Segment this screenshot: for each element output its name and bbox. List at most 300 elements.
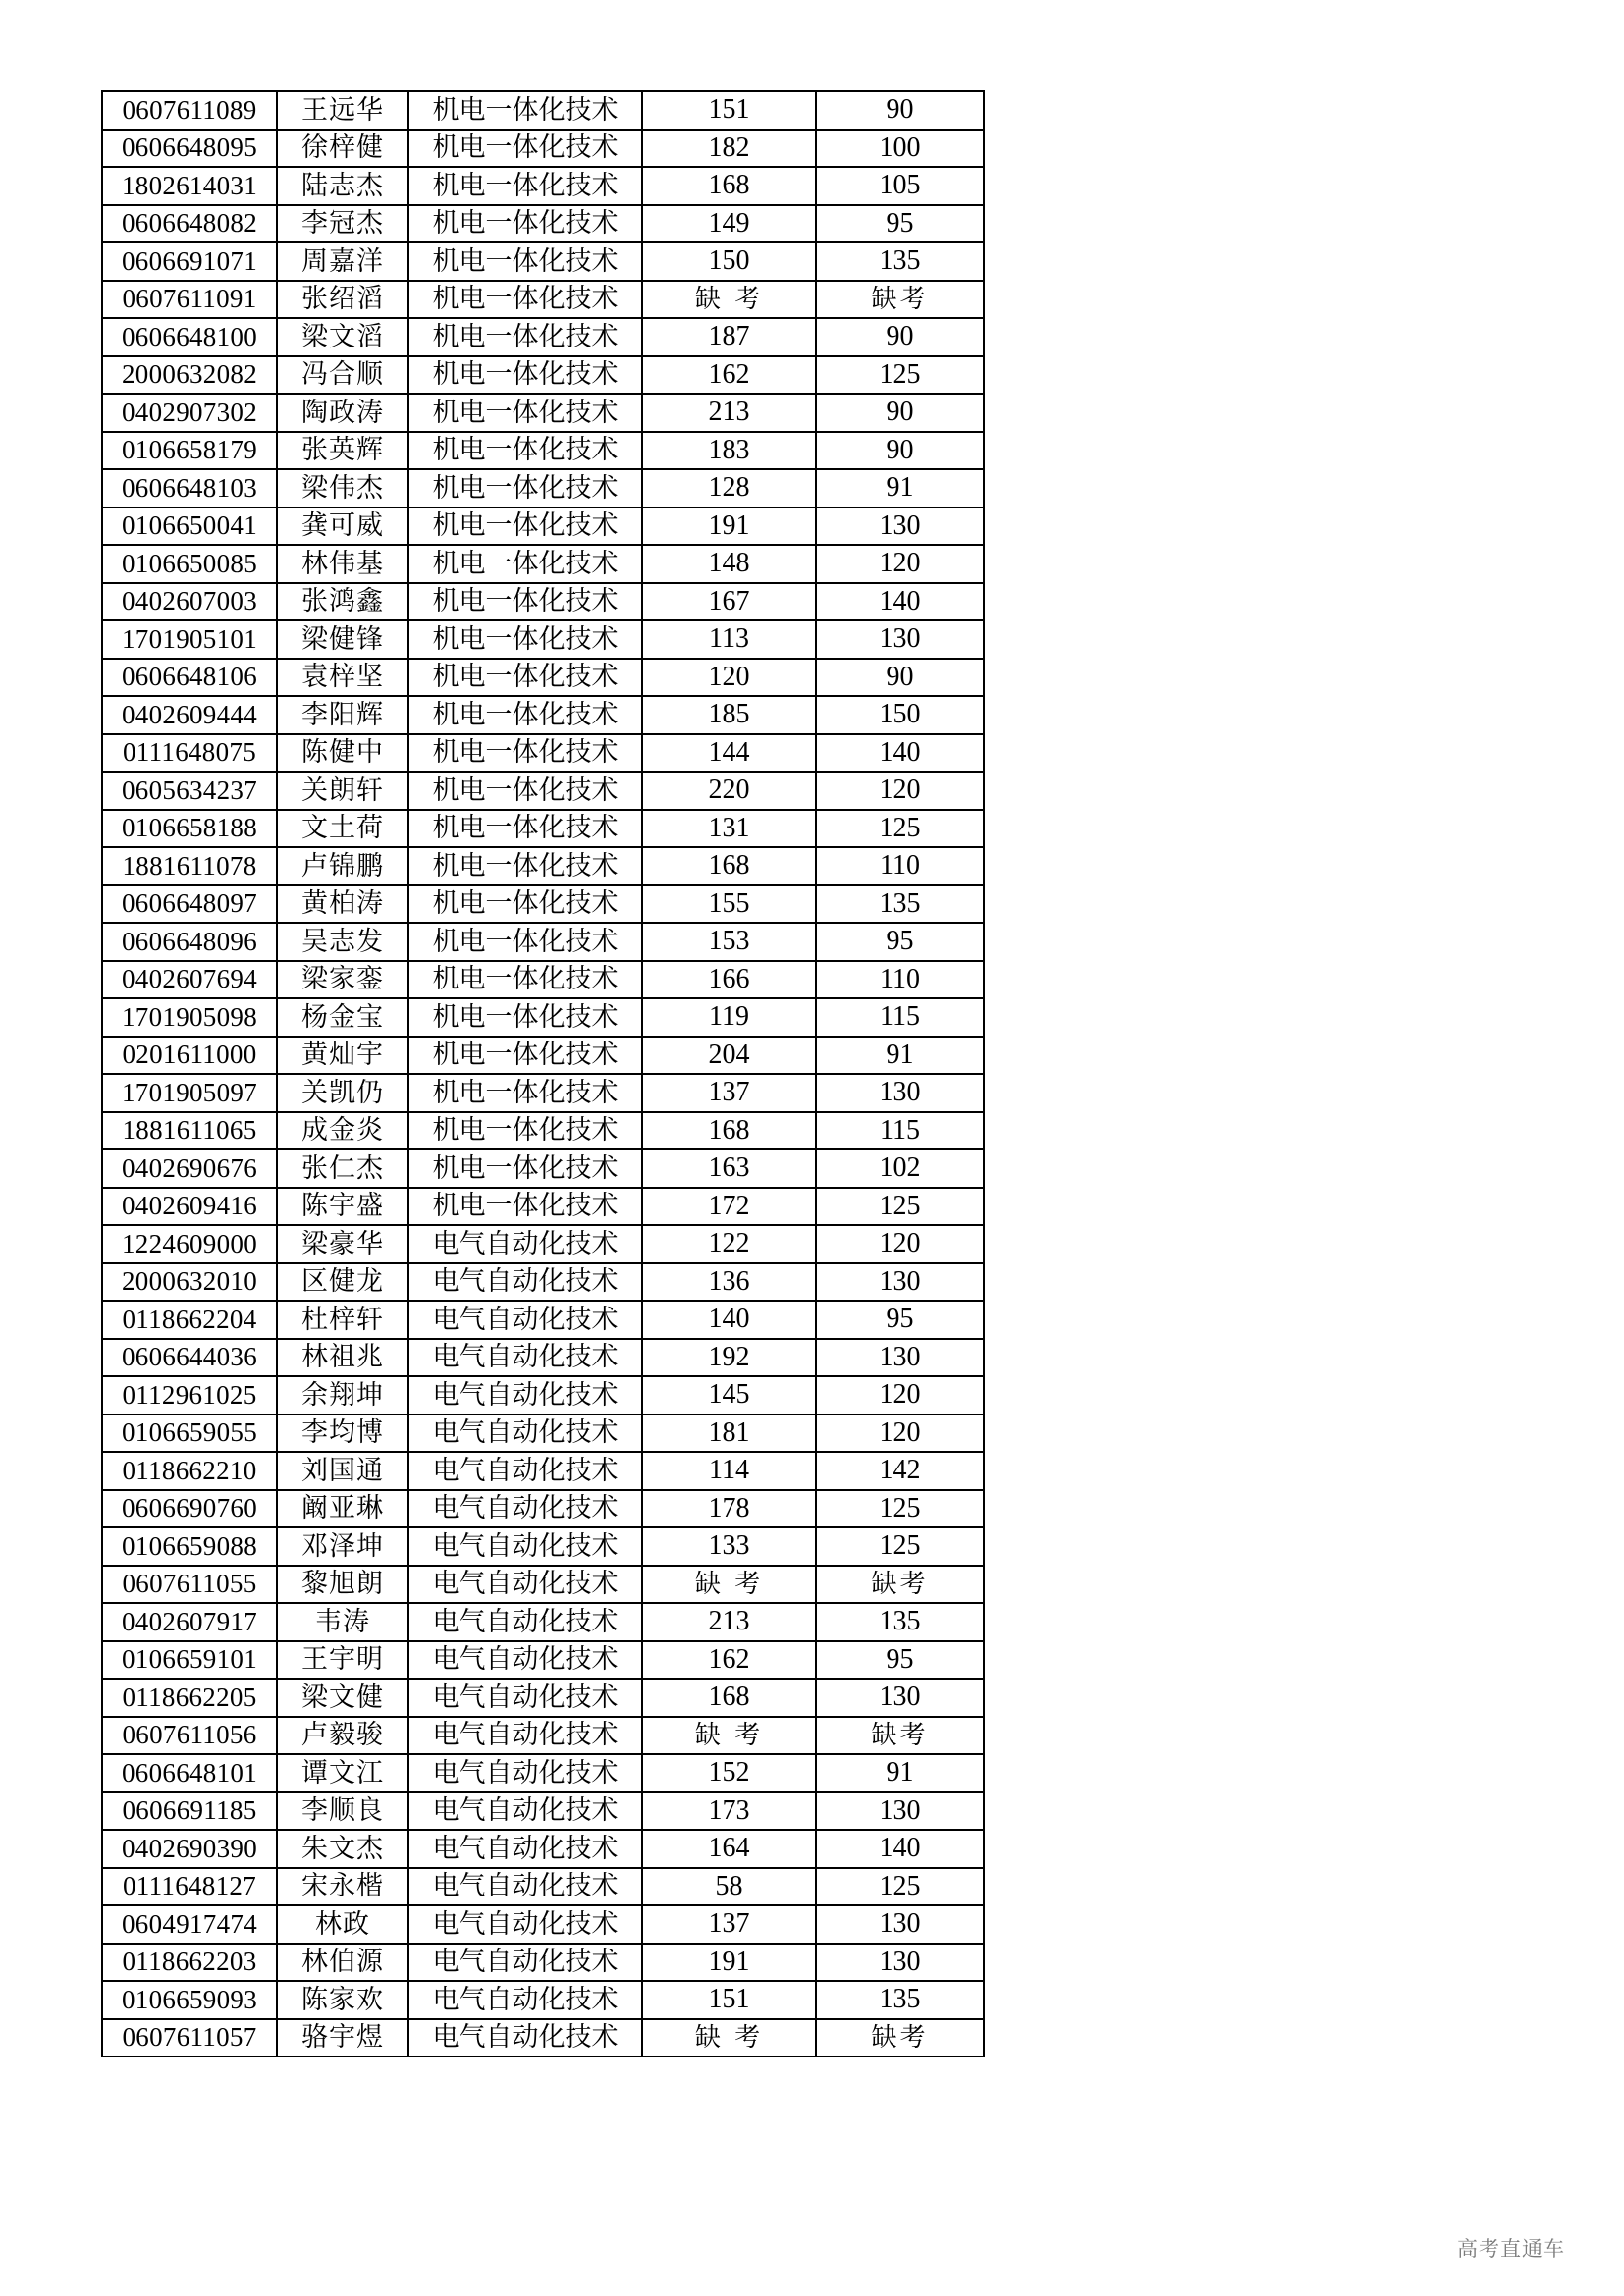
table-row	[102, 1263, 984, 1302]
major-cell: 机电一体化技术	[408, 1037, 642, 1075]
major-cell: 电气自动化技术	[408, 1566, 642, 1604]
candidate-id-cell: 0606644036	[102, 1339, 277, 1377]
table-row	[102, 545, 984, 583]
skill-score-cell: 125	[816, 356, 984, 395]
culture-score-cell: 163	[642, 1149, 816, 1188]
candidate-name-cell: 袁梓坚	[277, 659, 408, 697]
candidate-name-cell: 文土荷	[277, 810, 408, 848]
candidate-name-cell: 刘国通	[277, 1452, 408, 1490]
skill-score-cell: 91	[816, 469, 984, 507]
table-row	[102, 847, 984, 885]
major-cell: 电气自动化技术	[408, 1905, 642, 1944]
culture-score-cell: 213	[642, 394, 816, 432]
major-cell: 机电一体化技术	[408, 167, 642, 205]
table-row	[102, 998, 984, 1037]
skill-score-cell: 135	[816, 1981, 984, 2019]
candidate-id-cell: 0106650041	[102, 507, 277, 546]
culture-score-cell: 153	[642, 923, 816, 961]
skill-score-cell: 115	[816, 1112, 984, 1150]
major-cell: 电气自动化技术	[408, 1792, 642, 1831]
candidate-id-cell: 0604917474	[102, 1905, 277, 1944]
table-row	[102, 167, 984, 205]
skill-score-cell: 120	[816, 772, 984, 810]
major-cell: 机电一体化技术	[408, 1112, 642, 1150]
table-row	[102, 1527, 984, 1566]
candidate-name-cell: 吴志发	[277, 923, 408, 961]
major-cell: 机电一体化技术	[408, 620, 642, 659]
table-row	[102, 1944, 984, 1982]
candidate-name-cell: 阚亚琳	[277, 1490, 408, 1528]
candidate-name-cell: 梁文健	[277, 1679, 408, 1717]
major-cell: 电气自动化技术	[408, 1717, 642, 1755]
major-cell: 电气自动化技术	[408, 1944, 642, 1982]
culture-score-cell: 204	[642, 1037, 816, 1075]
table-row	[102, 1603, 984, 1641]
culture-score-cell: 58	[642, 1868, 816, 1906]
culture-score-cell: 149	[642, 205, 816, 243]
skill-score-cell: 100	[816, 130, 984, 168]
culture-score-cell: 168	[642, 167, 816, 205]
candidate-name-cell: 区健龙	[277, 1263, 408, 1302]
candidate-id-cell: 0111648075	[102, 734, 277, 773]
culture-score-cell: 131	[642, 810, 816, 848]
table-row	[102, 885, 984, 924]
candidate-name-cell: 王远华	[277, 91, 408, 130]
skill-score-cell: 130	[816, 620, 984, 659]
candidate-name-cell: 林伟基	[277, 545, 408, 583]
candidate-name-cell: 林祖兆	[277, 1339, 408, 1377]
skill-score-cell: 125	[816, 1527, 984, 1566]
table-row	[102, 620, 984, 659]
skill-score-cell: 130	[816, 507, 984, 546]
major-cell: 机电一体化技术	[408, 923, 642, 961]
candidate-id-cell: 0118662203	[102, 1944, 277, 1982]
major-cell: 机电一体化技术	[408, 507, 642, 546]
culture-score-cell: 168	[642, 847, 816, 885]
culture-score-cell: 113	[642, 620, 816, 659]
major-cell: 电气自动化技术	[408, 1679, 642, 1717]
table-row	[102, 432, 984, 470]
major-cell: 机电一体化技术	[408, 91, 642, 130]
major-cell: 机电一体化技术	[408, 696, 642, 734]
major-cell: 机电一体化技术	[408, 242, 642, 281]
table-row	[102, 810, 984, 848]
culture-score-cell: 150	[642, 242, 816, 281]
culture-score-cell: 166	[642, 961, 816, 999]
skill-score-cell: 95	[816, 1301, 984, 1339]
skill-score-cell: 125	[816, 810, 984, 848]
major-cell: 电气自动化技术	[408, 1868, 642, 1906]
skill-score-cell: 95	[816, 923, 984, 961]
candidate-id-cell: 0402690390	[102, 1830, 277, 1868]
major-cell: 电气自动化技术	[408, 1754, 642, 1792]
skill-score-cell: 110	[816, 961, 984, 999]
candidate-id-cell: 0118662205	[102, 1679, 277, 1717]
culture-score-cell: 148	[642, 545, 816, 583]
candidate-id-cell: 0606648100	[102, 318, 277, 356]
table-body	[102, 91, 984, 2056]
candidate-id-cell: 0606648082	[102, 205, 277, 243]
skill-score-cell: 125	[816, 1868, 984, 1906]
candidate-id-cell: 0402907302	[102, 394, 277, 432]
candidate-id-cell: 0606691185	[102, 1792, 277, 1831]
candidate-name-cell: 李顺良	[277, 1792, 408, 1831]
culture-score-cell: 120	[642, 659, 816, 697]
table-row	[102, 1490, 984, 1528]
culture-score-cell: 173	[642, 1792, 816, 1831]
candidate-name-cell: 徐梓健	[277, 130, 408, 168]
skill-score-cell: 125	[816, 1188, 984, 1226]
major-cell: 电气自动化技术	[408, 1490, 642, 1528]
culture-score-cell: 168	[642, 1679, 816, 1717]
major-cell: 机电一体化技术	[408, 281, 642, 319]
table-row	[102, 1376, 984, 1415]
skill-score-cell: 缺考	[816, 2019, 984, 2057]
candidate-id-cell: 0111648127	[102, 1868, 277, 1906]
candidate-id-cell: 0606690760	[102, 1490, 277, 1528]
watermark: 高考直通车	[1457, 2237, 1565, 2261]
table-row	[102, 961, 984, 999]
candidate-id-cell: 1701905101	[102, 620, 277, 659]
skill-score-cell: 125	[816, 1490, 984, 1528]
candidate-name-cell: 陶政涛	[277, 394, 408, 432]
skill-score-cell: 130	[816, 1679, 984, 1717]
candidate-name-cell: 谭文江	[277, 1754, 408, 1792]
culture-score-cell: 151	[642, 1981, 816, 2019]
candidate-name-cell: 张英辉	[277, 432, 408, 470]
table-row	[102, 1339, 984, 1377]
candidate-id-cell: 0606648096	[102, 923, 277, 961]
candidate-id-cell: 1881611078	[102, 847, 277, 885]
major-cell: 电气自动化技术	[408, 1830, 642, 1868]
table-row	[102, 2019, 984, 2057]
candidate-name-cell: 梁豪华	[277, 1225, 408, 1263]
culture-score-cell: 155	[642, 885, 816, 924]
candidate-id-cell: 0201611000	[102, 1037, 277, 1075]
candidate-id-cell: 0606691071	[102, 242, 277, 281]
skill-score-cell: 95	[816, 205, 984, 243]
culture-score-cell: 187	[642, 318, 816, 356]
candidate-id-cell: 0606648106	[102, 659, 277, 697]
candidate-name-cell: 王宇明	[277, 1641, 408, 1680]
candidate-name-cell: 李冠杰	[277, 205, 408, 243]
table-row	[102, 1452, 984, 1490]
skill-score-cell: 120	[816, 1415, 984, 1453]
major-cell: 机电一体化技术	[408, 356, 642, 395]
major-cell: 机电一体化技术	[408, 583, 642, 621]
culture-score-cell: 152	[642, 1754, 816, 1792]
table-row	[102, 356, 984, 395]
candidate-id-cell: 0607611056	[102, 1717, 277, 1755]
table-row	[102, 469, 984, 507]
major-cell: 机电一体化技术	[408, 469, 642, 507]
skill-score-cell: 135	[816, 1603, 984, 1641]
candidate-id-cell: 0118662210	[102, 1452, 277, 1490]
candidate-name-cell: 陈健中	[277, 734, 408, 773]
candidate-name-cell: 杜梓轩	[277, 1301, 408, 1339]
major-cell: 机电一体化技术	[408, 772, 642, 810]
skill-score-cell: 115	[816, 998, 984, 1037]
table-row	[102, 281, 984, 319]
table-row	[102, 1641, 984, 1680]
candidate-name-cell: 韦涛	[277, 1603, 408, 1641]
skill-score-cell: 150	[816, 696, 984, 734]
candidate-id-cell: 0606648097	[102, 885, 277, 924]
table-row	[102, 130, 984, 168]
skill-score-cell: 130	[816, 1944, 984, 1982]
candidate-name-cell: 陆志杰	[277, 167, 408, 205]
culture-score-cell: 191	[642, 507, 816, 546]
candidate-id-cell: 0112961025	[102, 1376, 277, 1415]
candidate-name-cell: 骆宇煜	[277, 2019, 408, 2057]
candidate-name-cell: 陈宇盛	[277, 1188, 408, 1226]
major-cell: 机电一体化技术	[408, 1149, 642, 1188]
skill-score-cell: 90	[816, 659, 984, 697]
candidate-name-cell: 林政	[277, 1905, 408, 1944]
candidate-name-cell: 宋永楷	[277, 1868, 408, 1906]
culture-score-cell: 136	[642, 1263, 816, 1302]
candidate-id-cell: 0106659055	[102, 1415, 277, 1453]
candidate-name-cell: 林伯源	[277, 1944, 408, 1982]
table-row	[102, 1679, 984, 1717]
culture-score-cell: 114	[642, 1452, 816, 1490]
culture-score-cell: 178	[642, 1490, 816, 1528]
major-cell: 机电一体化技术	[408, 810, 642, 848]
candidate-name-cell: 黄柏涛	[277, 885, 408, 924]
candidate-id-cell: 0106659088	[102, 1527, 277, 1566]
major-cell: 电气自动化技术	[408, 1603, 642, 1641]
candidate-id-cell: 0607611089	[102, 91, 277, 130]
culture-score-cell: 137	[642, 1905, 816, 1944]
candidate-name-cell: 龚可威	[277, 507, 408, 546]
culture-score-cell: 213	[642, 1603, 816, 1641]
candidate-name-cell: 张仁杰	[277, 1149, 408, 1188]
candidate-name-cell: 余翔坤	[277, 1376, 408, 1415]
table-row	[102, 91, 984, 130]
skill-score-cell: 120	[816, 545, 984, 583]
major-cell: 电气自动化技术	[408, 1225, 642, 1263]
candidate-id-cell: 1802614031	[102, 167, 277, 205]
table-row	[102, 1981, 984, 2019]
table-row	[102, 1301, 984, 1339]
major-cell: 机电一体化技术	[408, 394, 642, 432]
major-cell: 电气自动化技术	[408, 1339, 642, 1377]
candidate-id-cell: 1224609000	[102, 1225, 277, 1263]
major-cell: 电气自动化技术	[408, 1641, 642, 1680]
table-row	[102, 659, 984, 697]
candidate-name-cell: 朱文杰	[277, 1830, 408, 1868]
candidate-id-cell: 1881611065	[102, 1112, 277, 1150]
major-cell: 机电一体化技术	[408, 885, 642, 924]
candidate-id-cell: 0106650085	[102, 545, 277, 583]
culture-score-cell: 192	[642, 1339, 816, 1377]
table-row	[102, 205, 984, 243]
culture-score-cell: 140	[642, 1301, 816, 1339]
candidate-name-cell: 杨金宝	[277, 998, 408, 1037]
skill-score-cell: 缺考	[816, 281, 984, 319]
candidate-id-cell: 0402609416	[102, 1188, 277, 1226]
skill-score-cell: 142	[816, 1452, 984, 1490]
culture-score-cell: 162	[642, 356, 816, 395]
candidate-name-cell: 周嘉洋	[277, 242, 408, 281]
candidate-name-cell: 梁家銮	[277, 961, 408, 999]
candidate-id-cell: 0402609444	[102, 696, 277, 734]
candidate-name-cell: 梁健锋	[277, 620, 408, 659]
skill-score-cell: 130	[816, 1792, 984, 1831]
skill-score-cell: 91	[816, 1754, 984, 1792]
table-row	[102, 1225, 984, 1263]
culture-score-cell: 220	[642, 772, 816, 810]
candidate-name-cell: 黎旭朗	[277, 1566, 408, 1604]
candidate-id-cell: 0106658179	[102, 432, 277, 470]
candidate-name-cell: 关凯仍	[277, 1074, 408, 1112]
culture-score-cell: 183	[642, 432, 816, 470]
table-row	[102, 242, 984, 281]
skill-score-cell: 130	[816, 1339, 984, 1377]
major-cell: 电气自动化技术	[408, 1415, 642, 1453]
table-row	[102, 696, 984, 734]
table-row	[102, 1717, 984, 1755]
skill-score-cell: 130	[816, 1905, 984, 1944]
table-row	[102, 507, 984, 546]
major-cell: 机电一体化技术	[408, 961, 642, 999]
candidate-name-cell: 卢毅骏	[277, 1717, 408, 1755]
candidate-name-cell: 梁文滔	[277, 318, 408, 356]
candidate-name-cell: 冯合顺	[277, 356, 408, 395]
major-cell: 机电一体化技术	[408, 318, 642, 356]
table-row	[102, 1074, 984, 1112]
candidate-id-cell: 0118662204	[102, 1301, 277, 1339]
major-cell: 电气自动化技术	[408, 1263, 642, 1302]
candidate-name-cell: 黄灿宇	[277, 1037, 408, 1075]
candidate-name-cell: 张鸿鑫	[277, 583, 408, 621]
major-cell: 机电一体化技术	[408, 130, 642, 168]
candidate-name-cell: 邓泽坤	[277, 1527, 408, 1566]
major-cell: 电气自动化技术	[408, 1376, 642, 1415]
candidate-name-cell: 李均博	[277, 1415, 408, 1453]
skill-score-cell: 90	[816, 432, 984, 470]
skill-score-cell: 130	[816, 1074, 984, 1112]
candidate-id-cell: 0402607694	[102, 961, 277, 999]
skill-score-cell: 缺考	[816, 1566, 984, 1604]
skill-score-cell: 90	[816, 91, 984, 130]
culture-score-cell: 133	[642, 1527, 816, 1566]
culture-score-cell: 168	[642, 1112, 816, 1150]
table-row	[102, 1905, 984, 1944]
skill-score-cell: 90	[816, 318, 984, 356]
table-row	[102, 394, 984, 432]
candidate-name-cell: 张绍滔	[277, 281, 408, 319]
major-cell: 电气自动化技术	[408, 1981, 642, 2019]
culture-score-cell: 164	[642, 1830, 816, 1868]
candidate-id-cell: 0606648095	[102, 130, 277, 168]
major-cell: 机电一体化技术	[408, 847, 642, 885]
candidate-id-cell: 0402607917	[102, 1603, 277, 1641]
major-cell: 机电一体化技术	[408, 998, 642, 1037]
table-row	[102, 1754, 984, 1792]
skill-score-cell: 90	[816, 394, 984, 432]
table-row	[102, 772, 984, 810]
table-row	[102, 1868, 984, 1906]
culture-score-cell: 172	[642, 1188, 816, 1226]
culture-score-cell: 缺 考	[642, 281, 816, 319]
candidate-id-cell: 0607611055	[102, 1566, 277, 1604]
candidate-id-cell: 0605634237	[102, 772, 277, 810]
admission-score-table	[101, 90, 985, 2057]
candidate-name-cell: 梁伟杰	[277, 469, 408, 507]
candidate-id-cell: 0402690676	[102, 1149, 277, 1188]
skill-score-cell: 110	[816, 847, 984, 885]
candidate-id-cell: 1701905097	[102, 1074, 277, 1112]
table-row	[102, 1830, 984, 1868]
table-row	[102, 734, 984, 773]
culture-score-cell: 167	[642, 583, 816, 621]
candidate-name-cell: 卢锦鹏	[277, 847, 408, 885]
candidate-id-cell: 0402607003	[102, 583, 277, 621]
skill-score-cell: 95	[816, 1641, 984, 1680]
skill-score-cell: 135	[816, 885, 984, 924]
culture-score-cell: 191	[642, 1944, 816, 1982]
culture-score-cell: 151	[642, 91, 816, 130]
major-cell: 电气自动化技术	[408, 1527, 642, 1566]
candidate-id-cell: 0607611057	[102, 2019, 277, 2057]
candidate-id-cell: 0106659093	[102, 1981, 277, 2019]
table-row	[102, 318, 984, 356]
culture-score-cell: 缺 考	[642, 1717, 816, 1755]
culture-score-cell: 162	[642, 1641, 816, 1680]
skill-score-cell: 缺考	[816, 1717, 984, 1755]
skill-score-cell: 120	[816, 1376, 984, 1415]
skill-score-cell: 140	[816, 734, 984, 773]
culture-score-cell: 128	[642, 469, 816, 507]
major-cell: 电气自动化技术	[408, 1301, 642, 1339]
culture-score-cell: 缺 考	[642, 1566, 816, 1604]
candidate-name-cell: 关朗轩	[277, 772, 408, 810]
culture-score-cell: 181	[642, 1415, 816, 1453]
skill-score-cell: 102	[816, 1149, 984, 1188]
table-row	[102, 1566, 984, 1604]
candidate-id-cell: 2000632082	[102, 356, 277, 395]
candidate-name-cell: 成金炎	[277, 1112, 408, 1150]
skill-score-cell: 140	[816, 1830, 984, 1868]
major-cell: 机电一体化技术	[408, 1074, 642, 1112]
table-row	[102, 1792, 984, 1831]
major-cell: 机电一体化技术	[408, 734, 642, 773]
table-row	[102, 1037, 984, 1075]
table-row	[102, 1149, 984, 1188]
major-cell: 机电一体化技术	[408, 659, 642, 697]
culture-score-cell: 122	[642, 1225, 816, 1263]
culture-score-cell: 缺 考	[642, 2019, 816, 2057]
skill-score-cell: 130	[816, 1263, 984, 1302]
candidate-name-cell: 李阳辉	[277, 696, 408, 734]
culture-score-cell: 119	[642, 998, 816, 1037]
major-cell: 电气自动化技术	[408, 2019, 642, 2057]
candidate-id-cell: 0106658188	[102, 810, 277, 848]
skill-score-cell: 91	[816, 1037, 984, 1075]
culture-score-cell: 182	[642, 130, 816, 168]
table-row	[102, 1188, 984, 1226]
table-row	[102, 923, 984, 961]
skill-score-cell: 105	[816, 167, 984, 205]
major-cell: 电气自动化技术	[408, 1452, 642, 1490]
skill-score-cell: 120	[816, 1225, 984, 1263]
table-row	[102, 1112, 984, 1150]
major-cell: 机电一体化技术	[408, 432, 642, 470]
culture-score-cell: 137	[642, 1074, 816, 1112]
skill-score-cell: 135	[816, 242, 984, 281]
culture-score-cell: 144	[642, 734, 816, 773]
